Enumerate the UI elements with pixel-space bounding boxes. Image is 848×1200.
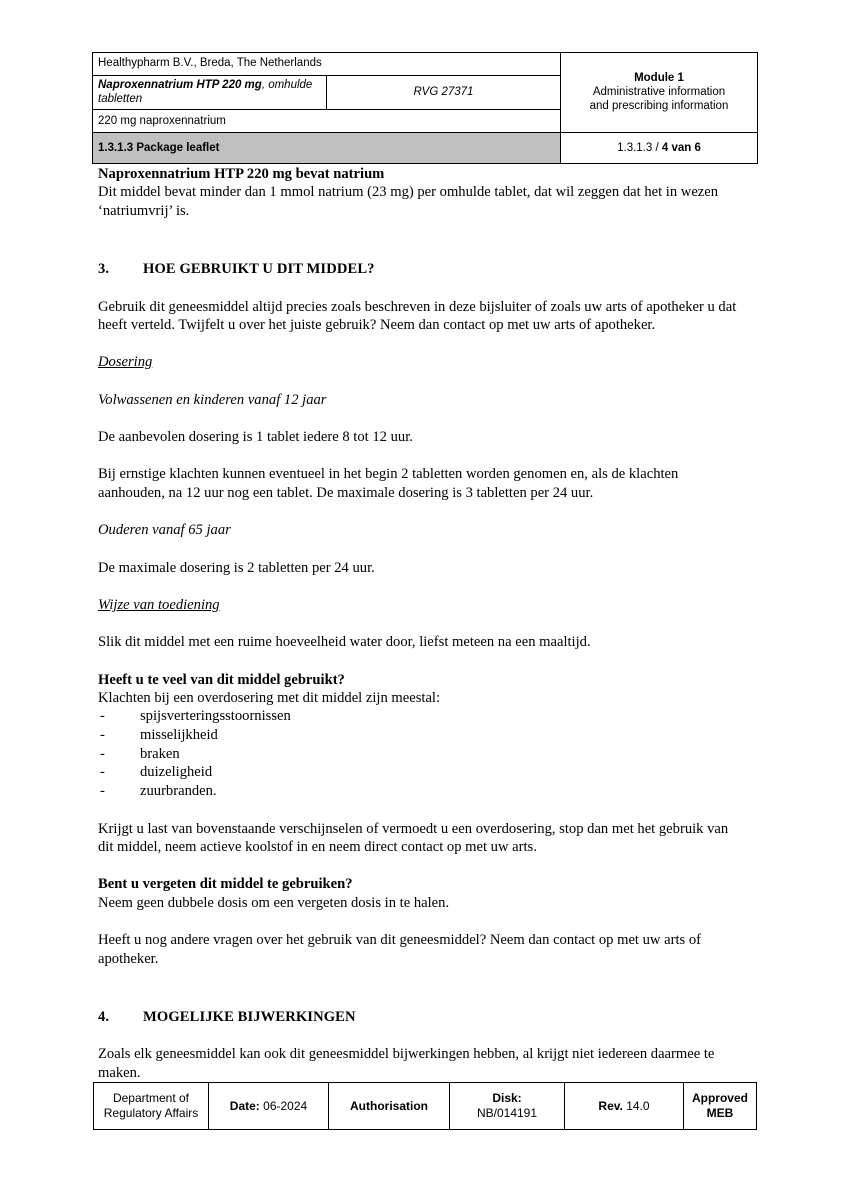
spacer: [98, 540, 746, 559]
list-item-label: duizeligheid: [140, 764, 213, 781]
sodium-paragraph: Dit middel bevat minder dan 1 mmol natrium (23 mg) per omhulde tablet, dat wil zeggen dat het in wezen ‘natriumvrij’ is.: [98, 184, 719, 219]
footer-rev-value: 14.0: [622, 1098, 650, 1113]
footer-department-cell: [94, 1083, 209, 1130]
sodium-heading: Naproxennatrium HTP 220 mg bevat natrium: [98, 166, 385, 182]
list-item: [98, 707, 746, 726]
footer-approved-cell: [684, 1083, 757, 1130]
spacer: [98, 912, 746, 931]
list-item-label: misselijkheid: [140, 727, 218, 744]
section-4-intro-paragraph: Zoals elk geneesmiddel kan ook dit geneesmiddel bijwerkingen hebben, al krijgt niet iedereen daarmee te maken.: [98, 1046, 715, 1081]
overdose-heading: Heeft u te veel van dit middel gebruikt?: [98, 671, 345, 688]
header-product-cell: [93, 76, 327, 110]
spacer: [98, 220, 746, 260]
questions-paragraph: Heeft u nog andere vragen over het gebruik van dit geneesmiddel? Neem dan contact op met uw arts of apotheker.: [98, 932, 701, 967]
footer-approved-text: Approved MEB: [691, 1091, 748, 1120]
list-dash: -: [100, 783, 105, 800]
header-company-cell: [93, 53, 561, 76]
list-item-label: zuurbranden.: [140, 783, 217, 800]
list-item: [98, 745, 746, 764]
footer-disk-value: NB/014191: [476, 1106, 538, 1120]
list-item: [98, 782, 746, 801]
header-pagenum-cell: [561, 133, 758, 164]
spacer: [98, 856, 746, 875]
header-leaflet-cell: [93, 133, 561, 164]
spacer: [98, 968, 746, 1008]
header-module-cell: [561, 53, 758, 133]
adults-severe-paragraph: Bij ernstige klachten kunnen eventueel in het begin 2 tabletten worden genomen en, als de klachten aanhouden, na 12 uur nog een tablet. De maximale dosering is 3 tabletten per 24 uur.: [98, 466, 679, 501]
spacer: [98, 334, 746, 353]
table-row: [94, 1083, 757, 1130]
elderly-dose-paragraph: De maximale dosering is 2 tabletten per 24 uur.: [98, 559, 375, 576]
spacer: [98, 446, 746, 465]
adults-subheading: Volwassenen en kinderen vanaf 12 jaar: [98, 391, 327, 408]
section-4-title: MOGELIJKE BIJWERKINGEN: [143, 1008, 356, 1025]
header-rvg-cell: [327, 76, 561, 110]
section-3-heading: [98, 260, 746, 278]
administration-paragraph: Slik dit middel met een ruime hoeveelheid water door, liefst meteen na een maaltijd.: [98, 634, 591, 651]
document-footer-table: [93, 1082, 757, 1130]
overdose-symptom-list: [98, 707, 746, 800]
usage-intro-paragraph: Gebruik dit geneesmiddel altijd precies zoals beschreven in deze bijsluiter of zoals uw arts of apotheker u dat heeft verteld. Twijfelt u over het juiste gebruik? Neem dan contact op met uw arts of apotheker.: [98, 298, 737, 333]
list-item: [98, 726, 746, 745]
section-3-title: HOE GEBRUIKT U DIT MIDDEL?: [143, 261, 375, 278]
list-dash: -: [100, 727, 105, 744]
footer-date-value: 06-2024: [259, 1098, 308, 1113]
footer-rev-label: Rev.: [598, 1098, 623, 1113]
header-product-bold: Naproxennatrium HTP 220 mg: [98, 79, 262, 91]
overdose-intro: Klachten bij een overdosering met dit middel zijn meestal:: [98, 690, 441, 706]
list-dash: -: [100, 708, 105, 725]
spacer: [98, 652, 746, 671]
section-3-number: 3.: [98, 261, 110, 278]
header-module-line2: and prescribing information: [589, 100, 729, 113]
list-dash: -: [100, 745, 105, 762]
footer-rev-cell: [565, 1083, 684, 1130]
header-strength-text: 220 mg naproxennatrium: [98, 114, 226, 127]
footer-date-label: Date:: [229, 1098, 260, 1113]
forgot-paragraph: Neem geen dubbele dosis om een vergeten dosis in te halen.: [98, 894, 450, 911]
header-product-rest: , omhulde tabletten: [98, 79, 313, 106]
section-4-heading: [98, 1008, 746, 1026]
footer-department-text: Department of Regulatory Affairs: [103, 1091, 199, 1120]
header-pagenum-bold: 4 van 6: [661, 141, 701, 154]
spacer: [98, 279, 746, 298]
document-header-table: [92, 52, 758, 164]
footer-date-cell: [209, 1083, 329, 1130]
list-item: [98, 763, 746, 782]
header-rvg-text: RVG 27371: [413, 86, 474, 98]
header-strength-cell: [93, 110, 561, 133]
header-leaflet-title: 1.3.1.3 Package leaflet: [98, 141, 220, 154]
spacer: [98, 577, 746, 596]
spacer: [98, 409, 746, 428]
header-module-title: Module 1: [634, 71, 684, 84]
list-item-label: braken: [140, 745, 180, 762]
list-item-label: spijsverteringsstoornissen: [140, 708, 291, 725]
administration-heading: Wijze van toediening: [98, 596, 220, 613]
spacer: [98, 502, 746, 521]
header-module-line1: Administrative information: [592, 86, 726, 98]
spacer: [98, 614, 746, 633]
forgot-heading: Bent u vergeten dit middel te gebruiken?: [98, 876, 353, 893]
header-row-leaflet: [93, 133, 758, 164]
section-4-number: 4.: [98, 1008, 110, 1025]
spacer: [98, 801, 746, 820]
footer-authorisation-text: Authorisation: [350, 1098, 428, 1113]
header-pagenum-prefix: 1.3.1.3 /: [617, 141, 662, 154]
footer-authorisation-cell: [329, 1083, 450, 1130]
leaflet-body: [98, 165, 746, 1082]
elderly-subheading: Ouderen vanaf 65 jaar: [98, 522, 231, 539]
list-dash: -: [100, 764, 105, 781]
dosering-heading: Dosering: [98, 354, 153, 371]
footer-disk-label: Disk:: [492, 1091, 522, 1105]
adults-dose-paragraph: De aanbevolen dosering is 1 tablet iedere 8 tot 12 uur.: [98, 429, 413, 445]
header-company-text: Healthypharm B.V., Breda, The Netherlands: [98, 57, 322, 70]
header-row-company: [93, 53, 758, 76]
footer-disk-cell: [450, 1083, 565, 1130]
spacer: [98, 1026, 746, 1045]
overdose-advice-paragraph: Krijgt u last van bovenstaande verschijnselen of vermoedt u een overdosering, stop dan met het gebruik van dit middel, neem actieve koolstof in en neem direct contact op met uw arts.: [98, 820, 729, 856]
spacer: [98, 372, 746, 391]
